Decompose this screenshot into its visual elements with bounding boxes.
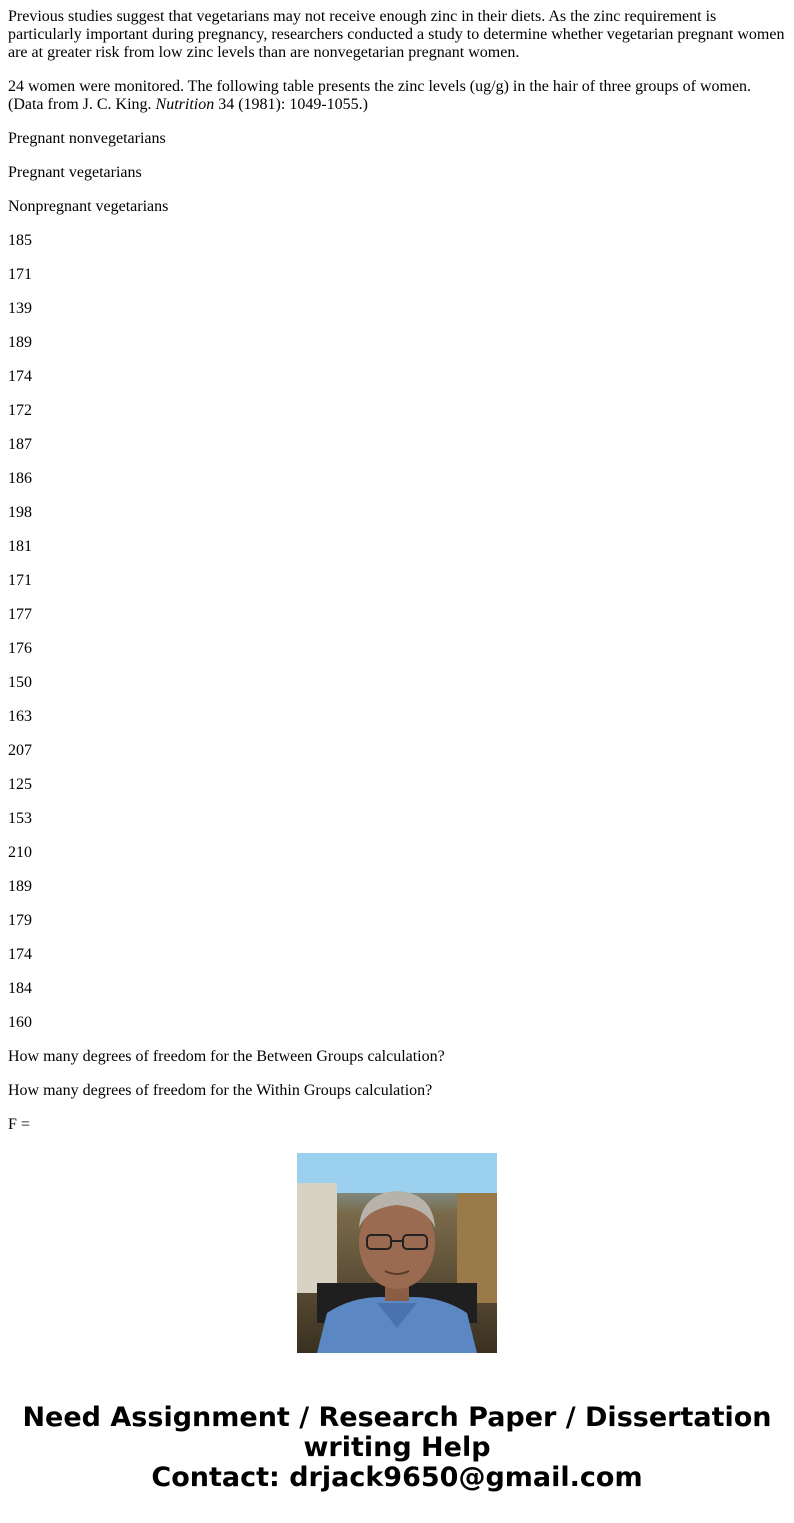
author-avatar <box>297 1153 497 1353</box>
group-header: Pregnant vegetarians <box>8 164 142 181</box>
zinc-value: 139 <box>8 300 32 317</box>
zinc-value: 185 <box>8 232 32 249</box>
promo-line-2: writing Help <box>303 1432 491 1463</box>
zinc-value: 174 <box>8 368 32 385</box>
group-header: Pregnant nonvegetarians <box>8 130 166 147</box>
zinc-value: 181 <box>8 538 32 555</box>
promo-line-1: Need Assignment / Research Paper / Dissertation <box>22 1402 772 1433</box>
journal-name: Nutrition <box>155 96 215 113</box>
zinc-value: 160 <box>8 1014 32 1031</box>
zinc-value: 187 <box>8 436 32 453</box>
zinc-value: 125 <box>8 776 32 793</box>
study-text-after: 34 (1981): 1049-1055.) <box>214 96 368 113</box>
zinc-value: 174 <box>8 946 32 963</box>
study-paragraph <box>8 78 788 114</box>
promo-banner <box>0 1403 794 1493</box>
zinc-value: 163 <box>8 708 32 725</box>
group-headers <box>8 130 788 216</box>
zinc-value: 189 <box>8 334 32 351</box>
question-list <box>8 1048 788 1134</box>
zinc-value: 207 <box>8 742 32 759</box>
zinc-value: 210 <box>8 844 32 861</box>
question-content <box>8 0 788 1133</box>
zinc-value: 189 <box>8 878 32 895</box>
zinc-value: 198 <box>8 504 32 521</box>
zinc-value: 184 <box>8 980 32 997</box>
question-item: How many degrees of freedom for the Within Groups calculation? <box>8 1082 433 1099</box>
group-header: Nonpregnant vegetarians <box>8 198 169 215</box>
question-item: How many degrees of freedom for the Between Groups calculation? <box>8 1048 445 1065</box>
intro-paragraph: Previous studies suggest that vegetarians may not receive enough zinc in their diets. As the zinc requirement is particularly important during pregnancy, researchers conducted a study to determine whether vegetarian pregnant women are at greater risk from low zinc levels than are nonvegetarian pregnant women. <box>8 8 785 61</box>
zinc-value: 150 <box>8 674 32 691</box>
question-item: F = <box>8 1116 30 1133</box>
zinc-value: 171 <box>8 572 32 589</box>
author-photo <box>297 1153 497 1353</box>
study-text-before: 24 women were monitored. The following table presents the zinc levels (ug/g) in the hair of three groups of women. (Data from J. C. King. <box>8 78 752 113</box>
zinc-value: 153 <box>8 810 32 827</box>
zinc-value: 176 <box>8 640 32 657</box>
promo-line-3: Contact: drjack9650@gmail.com <box>151 1462 643 1493</box>
zinc-value: 171 <box>8 266 32 283</box>
zinc-value: 172 <box>8 402 32 419</box>
zinc-value: 177 <box>8 606 32 623</box>
zinc-value: 186 <box>8 470 32 487</box>
zinc-value: 179 <box>8 912 32 929</box>
zinc-values <box>8 232 788 1032</box>
